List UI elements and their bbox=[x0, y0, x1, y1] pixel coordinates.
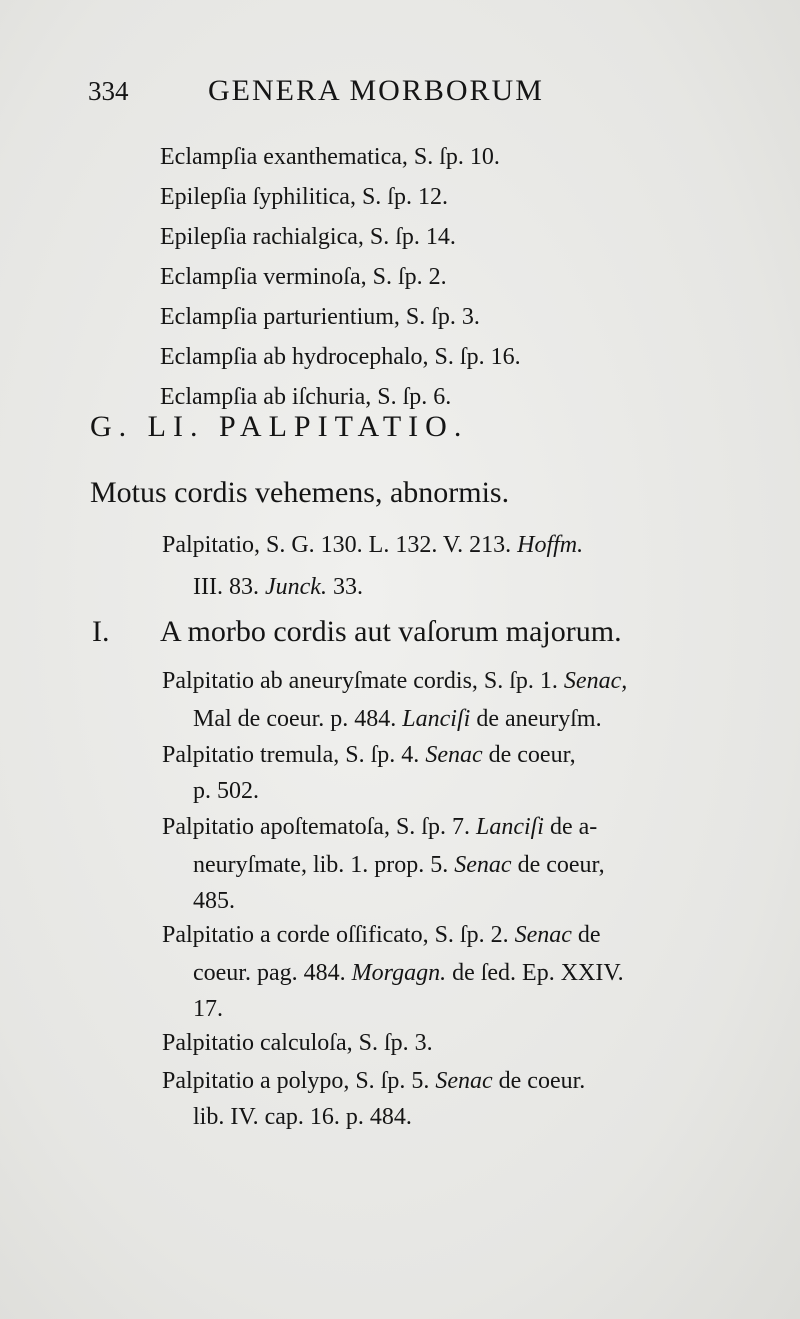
species-line bbox=[193, 706, 602, 733]
synonym-text: Palpitatio, S. G. 130. L. 132. V. 213. bbox=[162, 532, 518, 558]
author-ref: Junck. bbox=[264, 574, 327, 600]
bleed-through-text bbox=[470, 150, 770, 183]
list-item: Eclampſia ab iſchuria, S. ſp. 6. bbox=[160, 384, 452, 410]
running-title: GENERA MORBORUM bbox=[208, 74, 544, 107]
species-text: Palpitatio a polypo, S. ſp. 5. bbox=[162, 1068, 436, 1094]
author-ref: Lanciſi bbox=[475, 814, 544, 840]
author-ref: Senac bbox=[425, 742, 483, 768]
synonym-line bbox=[162, 532, 583, 559]
species-text: Palpitatio a corde oſſificato, S. ſp. 2. bbox=[162, 922, 515, 948]
author-ref: Senac bbox=[514, 922, 572, 948]
species-line bbox=[193, 960, 624, 987]
author-ref: Senac, bbox=[563, 668, 628, 694]
species-text: Mal de coeur. p. 484. bbox=[193, 706, 403, 732]
species-line bbox=[162, 922, 601, 949]
list-item: Eclampſia verminoſa, S. ſp. 2. bbox=[160, 264, 447, 290]
genus-definition: Motus cordis vehemens, abnormis. bbox=[90, 476, 510, 509]
list-item: Epilepſia rachialgica, S. ſp. 14. bbox=[160, 224, 456, 250]
species-line bbox=[193, 852, 605, 879]
author-ref: Senac bbox=[454, 852, 512, 878]
species-line: 17. bbox=[193, 996, 223, 1022]
list-item: Epilepſia ſyphilitica, S. ſp. 12. bbox=[160, 184, 448, 210]
author-ref: Lanciſi bbox=[402, 706, 471, 732]
species-text: de coeur, bbox=[482, 742, 576, 768]
species-line bbox=[162, 668, 627, 695]
species-line bbox=[162, 742, 576, 769]
species-text: coeur. pag. 484. bbox=[193, 960, 352, 986]
species-line: lib. IV. cap. 16. p. 484. bbox=[193, 1104, 412, 1130]
section-title: A morbo cordis aut vaſorum majorum. bbox=[160, 615, 622, 648]
species-text: Palpitatio apoſtematoſa, S. ſp. 7. bbox=[162, 814, 476, 840]
species-line bbox=[162, 1068, 585, 1095]
synonym-line bbox=[193, 574, 363, 601]
list-item: Eclampſia ab hydrocephalo, S. ſp. 16. bbox=[160, 344, 521, 370]
species-text: de aneuryſm. bbox=[470, 706, 602, 732]
page-header bbox=[0, 74, 800, 114]
author-ref: Senac bbox=[435, 1068, 493, 1094]
species-text: Palpitatio tremula, S. ſp. 4. bbox=[162, 742, 426, 768]
species-text: de coeur. bbox=[492, 1068, 586, 1094]
list-item: Eclampſia parturientium, S. ſp. 3. bbox=[160, 304, 480, 330]
species-text: de ſed. Ep. XXIV. bbox=[446, 960, 624, 986]
species-line: p. 502. bbox=[193, 778, 259, 804]
author-ref: Morgagn. bbox=[351, 960, 447, 986]
species-text: de a- bbox=[543, 814, 598, 840]
species-text: de bbox=[571, 922, 601, 948]
synonym-text: III. 83. bbox=[193, 574, 265, 600]
species-line bbox=[162, 814, 597, 841]
species-text: neuryſmate, lib. 1. prop. 5. bbox=[193, 852, 455, 878]
author-ref: Hoffm. bbox=[517, 532, 584, 558]
synonym-text: 33. bbox=[326, 574, 363, 600]
genus-heading: G. LI. PALPITATIO. bbox=[90, 410, 469, 443]
species-text: Palpitatio ab aneuryſmate cordis, S. ſp. 1. bbox=[162, 668, 564, 694]
section-number: I. bbox=[92, 615, 110, 648]
species-line: Palpitatio calculoſa, S. ſp. 3. bbox=[162, 1030, 433, 1056]
page-number: 334 bbox=[88, 76, 129, 106]
species-text: de coeur, bbox=[511, 852, 605, 878]
list-item: Eclampſia exanthematica, S. ſp. 10. bbox=[160, 144, 500, 170]
species-line: 485. bbox=[193, 888, 235, 914]
